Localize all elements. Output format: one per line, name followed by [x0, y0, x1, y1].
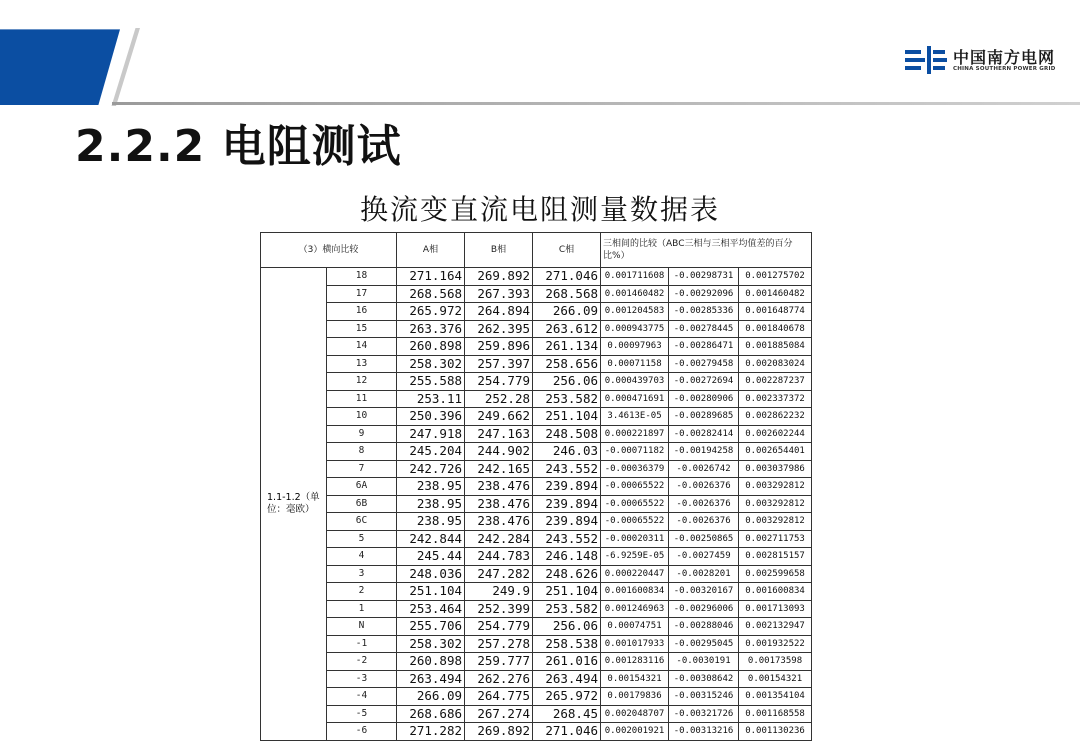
ratio-a-value: 0.001017933: [601, 635, 669, 653]
ratio-c-value: 0.002654401: [739, 443, 812, 461]
ratio-a-value: 0.001283116: [601, 653, 669, 671]
tap-label: 9: [327, 425, 397, 443]
header-ratio: 三相间的比较（ABC三相与三相平均值差的百分比%）: [601, 233, 812, 268]
phase-a-value: 251.104: [397, 583, 465, 601]
ratio-c-value: 0.002711753: [739, 530, 812, 548]
phase-a-value: 265.972: [397, 303, 465, 321]
header-comparison: （3）横向比较: [261, 233, 397, 268]
tap-label: 11: [327, 390, 397, 408]
ratio-a-value: 0.002001921: [601, 723, 669, 741]
phase-c-value: 246.148: [533, 548, 601, 566]
tap-label: 15: [327, 320, 397, 338]
phase-a-value: 245.44: [397, 548, 465, 566]
table-row: [261, 320, 812, 338]
table-row: [261, 268, 812, 286]
logo-name-en: CHINA SOUTHERN POWER GRID: [953, 66, 1056, 72]
tap-label: -4: [327, 688, 397, 706]
phase-c-value: 266.09: [533, 303, 601, 321]
tap-label: -1: [327, 635, 397, 653]
ratio-c-value: 0.001130236: [739, 723, 812, 741]
phase-a-value: 268.568: [397, 285, 465, 303]
tap-label: 4: [327, 548, 397, 566]
phase-a-value: 253.11: [397, 390, 465, 408]
phase-b-value: 259.896: [465, 338, 533, 356]
table-row: [261, 355, 812, 373]
ratio-b-value: -0.00313216: [669, 723, 739, 741]
ratio-a-value: 0.002048707: [601, 705, 669, 723]
table-row: [261, 513, 812, 531]
ratio-a-value: -0.00020311: [601, 530, 669, 548]
table-row: [261, 443, 812, 461]
phase-a-value: 263.494: [397, 670, 465, 688]
phase-b-value: 262.395: [465, 320, 533, 338]
tap-label: 8: [327, 443, 397, 461]
phase-c-value: 251.104: [533, 583, 601, 601]
phase-c-value: 248.508: [533, 425, 601, 443]
ratio-c-value: 0.003292812: [739, 513, 812, 531]
phase-b-value: 264.894: [465, 303, 533, 321]
ratio-b-value: -0.00295045: [669, 635, 739, 653]
tap-label: N: [327, 618, 397, 636]
ratio-c-value: 0.001168558: [739, 705, 812, 723]
tap-label: 13: [327, 355, 397, 373]
table-body: [261, 268, 812, 741]
phase-a-value: 271.282: [397, 723, 465, 741]
table-row: [261, 495, 812, 513]
ratio-b-value: -0.00315246: [669, 688, 739, 706]
table-row: [261, 705, 812, 723]
phase-b-value: 254.779: [465, 373, 533, 391]
phase-b-value: 252.399: [465, 600, 533, 618]
ratio-c-value: 0.003292812: [739, 495, 812, 513]
phase-c-value: 248.626: [533, 565, 601, 583]
ratio-a-value: 0.000471691: [601, 390, 669, 408]
tap-label: 3: [327, 565, 397, 583]
tap-label: 18: [327, 268, 397, 286]
ratio-c-value: 0.002815157: [739, 548, 812, 566]
phase-a-value: 258.302: [397, 355, 465, 373]
phase-b-value: 267.393: [465, 285, 533, 303]
phase-a-value: 260.898: [397, 338, 465, 356]
ratio-b-value: -0.00321726: [669, 705, 739, 723]
table-row: [261, 723, 812, 741]
phase-c-value: 256.06: [533, 618, 601, 636]
table-title: 换流变直流电阻测量数据表: [359, 193, 720, 226]
phase-b-value: 262.276: [465, 670, 533, 688]
ratio-a-value: -0.00071182: [601, 443, 669, 461]
resistance-data-table: [260, 232, 812, 741]
phase-a-value: 268.686: [397, 705, 465, 723]
phase-a-value: 266.09: [397, 688, 465, 706]
phase-a-value: 242.726: [397, 460, 465, 478]
table-row: [261, 390, 812, 408]
ratio-a-value: -6.9259E-05: [601, 548, 669, 566]
phase-a-value: 253.464: [397, 600, 465, 618]
ratio-c-value: 0.001275702: [739, 268, 812, 286]
phase-b-value: 269.892: [465, 723, 533, 741]
phase-b-value: 238.476: [465, 495, 533, 513]
phase-b-value: 242.165: [465, 460, 533, 478]
page-title: 2.2.2 电阻测试: [75, 121, 402, 172]
table-row: [261, 618, 812, 636]
table-row: [261, 478, 812, 496]
ratio-a-value: 0.001246963: [601, 600, 669, 618]
table-row: [261, 408, 812, 426]
phase-b-value: 254.779: [465, 618, 533, 636]
ratio-c-value: 0.003292812: [739, 478, 812, 496]
ratio-a-value: 0.00071158: [601, 355, 669, 373]
phase-c-value: 256.06: [533, 373, 601, 391]
phase-a-value: 245.204: [397, 443, 465, 461]
ratio-a-value: -0.00065522: [601, 478, 669, 496]
phase-b-value: 257.278: [465, 635, 533, 653]
phase-a-value: 238.95: [397, 495, 465, 513]
ratio-b-value: -0.00298731: [669, 268, 739, 286]
ratio-a-value: 0.000439703: [601, 373, 669, 391]
ratio-b-value: -0.00288046: [669, 618, 739, 636]
phase-b-value: 264.775: [465, 688, 533, 706]
phase-c-value: 239.894: [533, 513, 601, 531]
ratio-b-value: -0.00289685: [669, 408, 739, 426]
phase-a-value: 248.036: [397, 565, 465, 583]
ratio-b-value: -0.00279458: [669, 355, 739, 373]
tap-label: 14: [327, 338, 397, 356]
table-row: [261, 530, 812, 548]
ratio-a-value: 0.000220447: [601, 565, 669, 583]
phase-a-value: 242.844: [397, 530, 465, 548]
ratio-c-value: 0.001460482: [739, 285, 812, 303]
ratio-a-value: 0.001600834: [601, 583, 669, 601]
tap-label: 6B: [327, 495, 397, 513]
phase-a-value: 263.376: [397, 320, 465, 338]
ratio-a-value: 3.4613E-05: [601, 408, 669, 426]
group-label: 1.1-1.2（单位：毫欧）: [261, 268, 327, 741]
table-row: [261, 285, 812, 303]
phase-a-value: 255.588: [397, 373, 465, 391]
table-row: [261, 635, 812, 653]
table-row: [261, 583, 812, 601]
ratio-b-value: -0.00194258: [669, 443, 739, 461]
phase-c-value: 246.03: [533, 443, 601, 461]
ratio-b-value: -0.00286471: [669, 338, 739, 356]
table-row: [261, 338, 812, 356]
table-row: [261, 460, 812, 478]
phase-a-value: 247.918: [397, 425, 465, 443]
table-row: [261, 548, 812, 566]
phase-b-value: 244.902: [465, 443, 533, 461]
phase-b-value: 242.284: [465, 530, 533, 548]
ratio-b-value: -0.00285336: [669, 303, 739, 321]
header-divider: [112, 102, 1080, 105]
ratio-b-value: -0.0026376: [669, 495, 739, 513]
tap-label: 10: [327, 408, 397, 426]
phase-c-value: 261.016: [533, 653, 601, 671]
header-banner-blue: [0, 0, 120, 105]
ratio-b-value: -0.00320167: [669, 583, 739, 601]
tap-label: 7: [327, 460, 397, 478]
table-row: [261, 670, 812, 688]
tap-label: -5: [327, 705, 397, 723]
phase-c-value: 239.894: [533, 495, 601, 513]
phase-a-value: 271.164: [397, 268, 465, 286]
phase-c-value: 271.046: [533, 723, 601, 741]
phase-c-value: 253.582: [533, 600, 601, 618]
logo-name-cn: 中国南方电网: [953, 48, 1056, 67]
ratio-c-value: 0.00154321: [739, 670, 812, 688]
tap-label: 6C: [327, 513, 397, 531]
ratio-b-value: -0.0026376: [669, 478, 739, 496]
phase-c-value: 268.45: [533, 705, 601, 723]
phase-b-value: 249.9: [465, 583, 533, 601]
ratio-a-value: -0.00065522: [601, 513, 669, 531]
ratio-b-value: -0.00278445: [669, 320, 739, 338]
table-row: [261, 373, 812, 391]
phase-c-value: 265.972: [533, 688, 601, 706]
ratio-b-value: -0.00272694: [669, 373, 739, 391]
ratio-c-value: 0.002337372: [739, 390, 812, 408]
ratio-c-value: 0.002287237: [739, 373, 812, 391]
tap-label: -2: [327, 653, 397, 671]
ratio-c-value: 0.001885084: [739, 338, 812, 356]
tap-label: 5: [327, 530, 397, 548]
ratio-c-value: 0.001840678: [739, 320, 812, 338]
tap-label: 17: [327, 285, 397, 303]
ratio-a-value: 0.001204583: [601, 303, 669, 321]
ratio-a-value: -0.00036379: [601, 460, 669, 478]
ratio-b-value: -0.0030191: [669, 653, 739, 671]
ratio-b-value: -0.00292096: [669, 285, 739, 303]
table-row: [261, 565, 812, 583]
ratio-b-value: -0.0028201: [669, 565, 739, 583]
phase-b-value: 259.777: [465, 653, 533, 671]
phase-c-value: 268.568: [533, 285, 601, 303]
phase-a-value: 238.95: [397, 478, 465, 496]
phase-b-value: 247.163: [465, 425, 533, 443]
phase-b-value: 269.892: [465, 268, 533, 286]
table-row: [261, 653, 812, 671]
phase-b-value: 257.397: [465, 355, 533, 373]
tap-label: 6A: [327, 478, 397, 496]
phase-b-value: 249.662: [465, 408, 533, 426]
phase-a-value: 260.898: [397, 653, 465, 671]
phase-b-value: 252.28: [465, 390, 533, 408]
ratio-c-value: 0.002599658: [739, 565, 812, 583]
ratio-b-value: -0.00280906: [669, 390, 739, 408]
header-phase-a: A相: [397, 233, 465, 268]
phase-b-value: 247.282: [465, 565, 533, 583]
tap-label: 16: [327, 303, 397, 321]
table-row: [261, 688, 812, 706]
phase-a-value: 238.95: [397, 513, 465, 531]
ratio-b-value: -0.00308642: [669, 670, 739, 688]
phase-c-value: 263.612: [533, 320, 601, 338]
ratio-c-value: 0.00173598: [739, 653, 812, 671]
phase-c-value: 253.582: [533, 390, 601, 408]
power-grid-logo-icon: [905, 46, 947, 74]
phase-c-value: 243.552: [533, 530, 601, 548]
ratio-a-value: 0.00179836: [601, 688, 669, 706]
phase-c-value: 243.552: [533, 460, 601, 478]
phase-b-value: 267.274: [465, 705, 533, 723]
ratio-b-value: -0.00296006: [669, 600, 739, 618]
ratio-a-value: 0.000943775: [601, 320, 669, 338]
phase-a-value: 258.302: [397, 635, 465, 653]
company-logo: [905, 44, 1070, 76]
phase-c-value: 258.656: [533, 355, 601, 373]
header-phase-b: B相: [465, 233, 533, 268]
table-row: [261, 303, 812, 321]
phase-c-value: 263.494: [533, 670, 601, 688]
tap-label: 1: [327, 600, 397, 618]
table-header-row: [261, 233, 812, 268]
phase-a-value: 255.706: [397, 618, 465, 636]
table-row: [261, 600, 812, 618]
phase-b-value: 238.476: [465, 478, 533, 496]
ratio-a-value: 0.00097963: [601, 338, 669, 356]
ratio-c-value: 0.001932522: [739, 635, 812, 653]
tap-label: -6: [327, 723, 397, 741]
ratio-c-value: 0.002602244: [739, 425, 812, 443]
ratio-a-value: 0.00074751: [601, 618, 669, 636]
phase-a-value: 250.396: [397, 408, 465, 426]
ratio-a-value: 0.00154321: [601, 670, 669, 688]
ratio-a-value: 0.001460482: [601, 285, 669, 303]
ratio-c-value: 0.001648774: [739, 303, 812, 321]
tap-label: -3: [327, 670, 397, 688]
ratio-b-value: -0.0027459: [669, 548, 739, 566]
phase-c-value: 271.046: [533, 268, 601, 286]
ratio-b-value: -0.00250865: [669, 530, 739, 548]
tap-label: 2: [327, 583, 397, 601]
ratio-a-value: -0.00065522: [601, 495, 669, 513]
phase-b-value: 244.783: [465, 548, 533, 566]
ratio-a-value: 0.001711608: [601, 268, 669, 286]
ratio-c-value: 0.002862232: [739, 408, 812, 426]
ratio-c-value: 0.003037986: [739, 460, 812, 478]
ratio-b-value: -0.0026742: [669, 460, 739, 478]
ratio-c-value: 0.002083024: [739, 355, 812, 373]
phase-c-value: 251.104: [533, 408, 601, 426]
phase-c-value: 261.134: [533, 338, 601, 356]
ratio-b-value: -0.0026376: [669, 513, 739, 531]
phase-b-value: 238.476: [465, 513, 533, 531]
ratio-c-value: 0.002132947: [739, 618, 812, 636]
header-phase-c: C相: [533, 233, 601, 268]
ratio-c-value: 0.001354104: [739, 688, 812, 706]
ratio-c-value: 0.001600834: [739, 583, 812, 601]
phase-c-value: 258.538: [533, 635, 601, 653]
ratio-a-value: 0.000221897: [601, 425, 669, 443]
tap-label: 12: [327, 373, 397, 391]
ratio-c-value: 0.001713093: [739, 600, 812, 618]
table-row: [261, 425, 812, 443]
phase-c-value: 239.894: [533, 478, 601, 496]
ratio-b-value: -0.00282414: [669, 425, 739, 443]
